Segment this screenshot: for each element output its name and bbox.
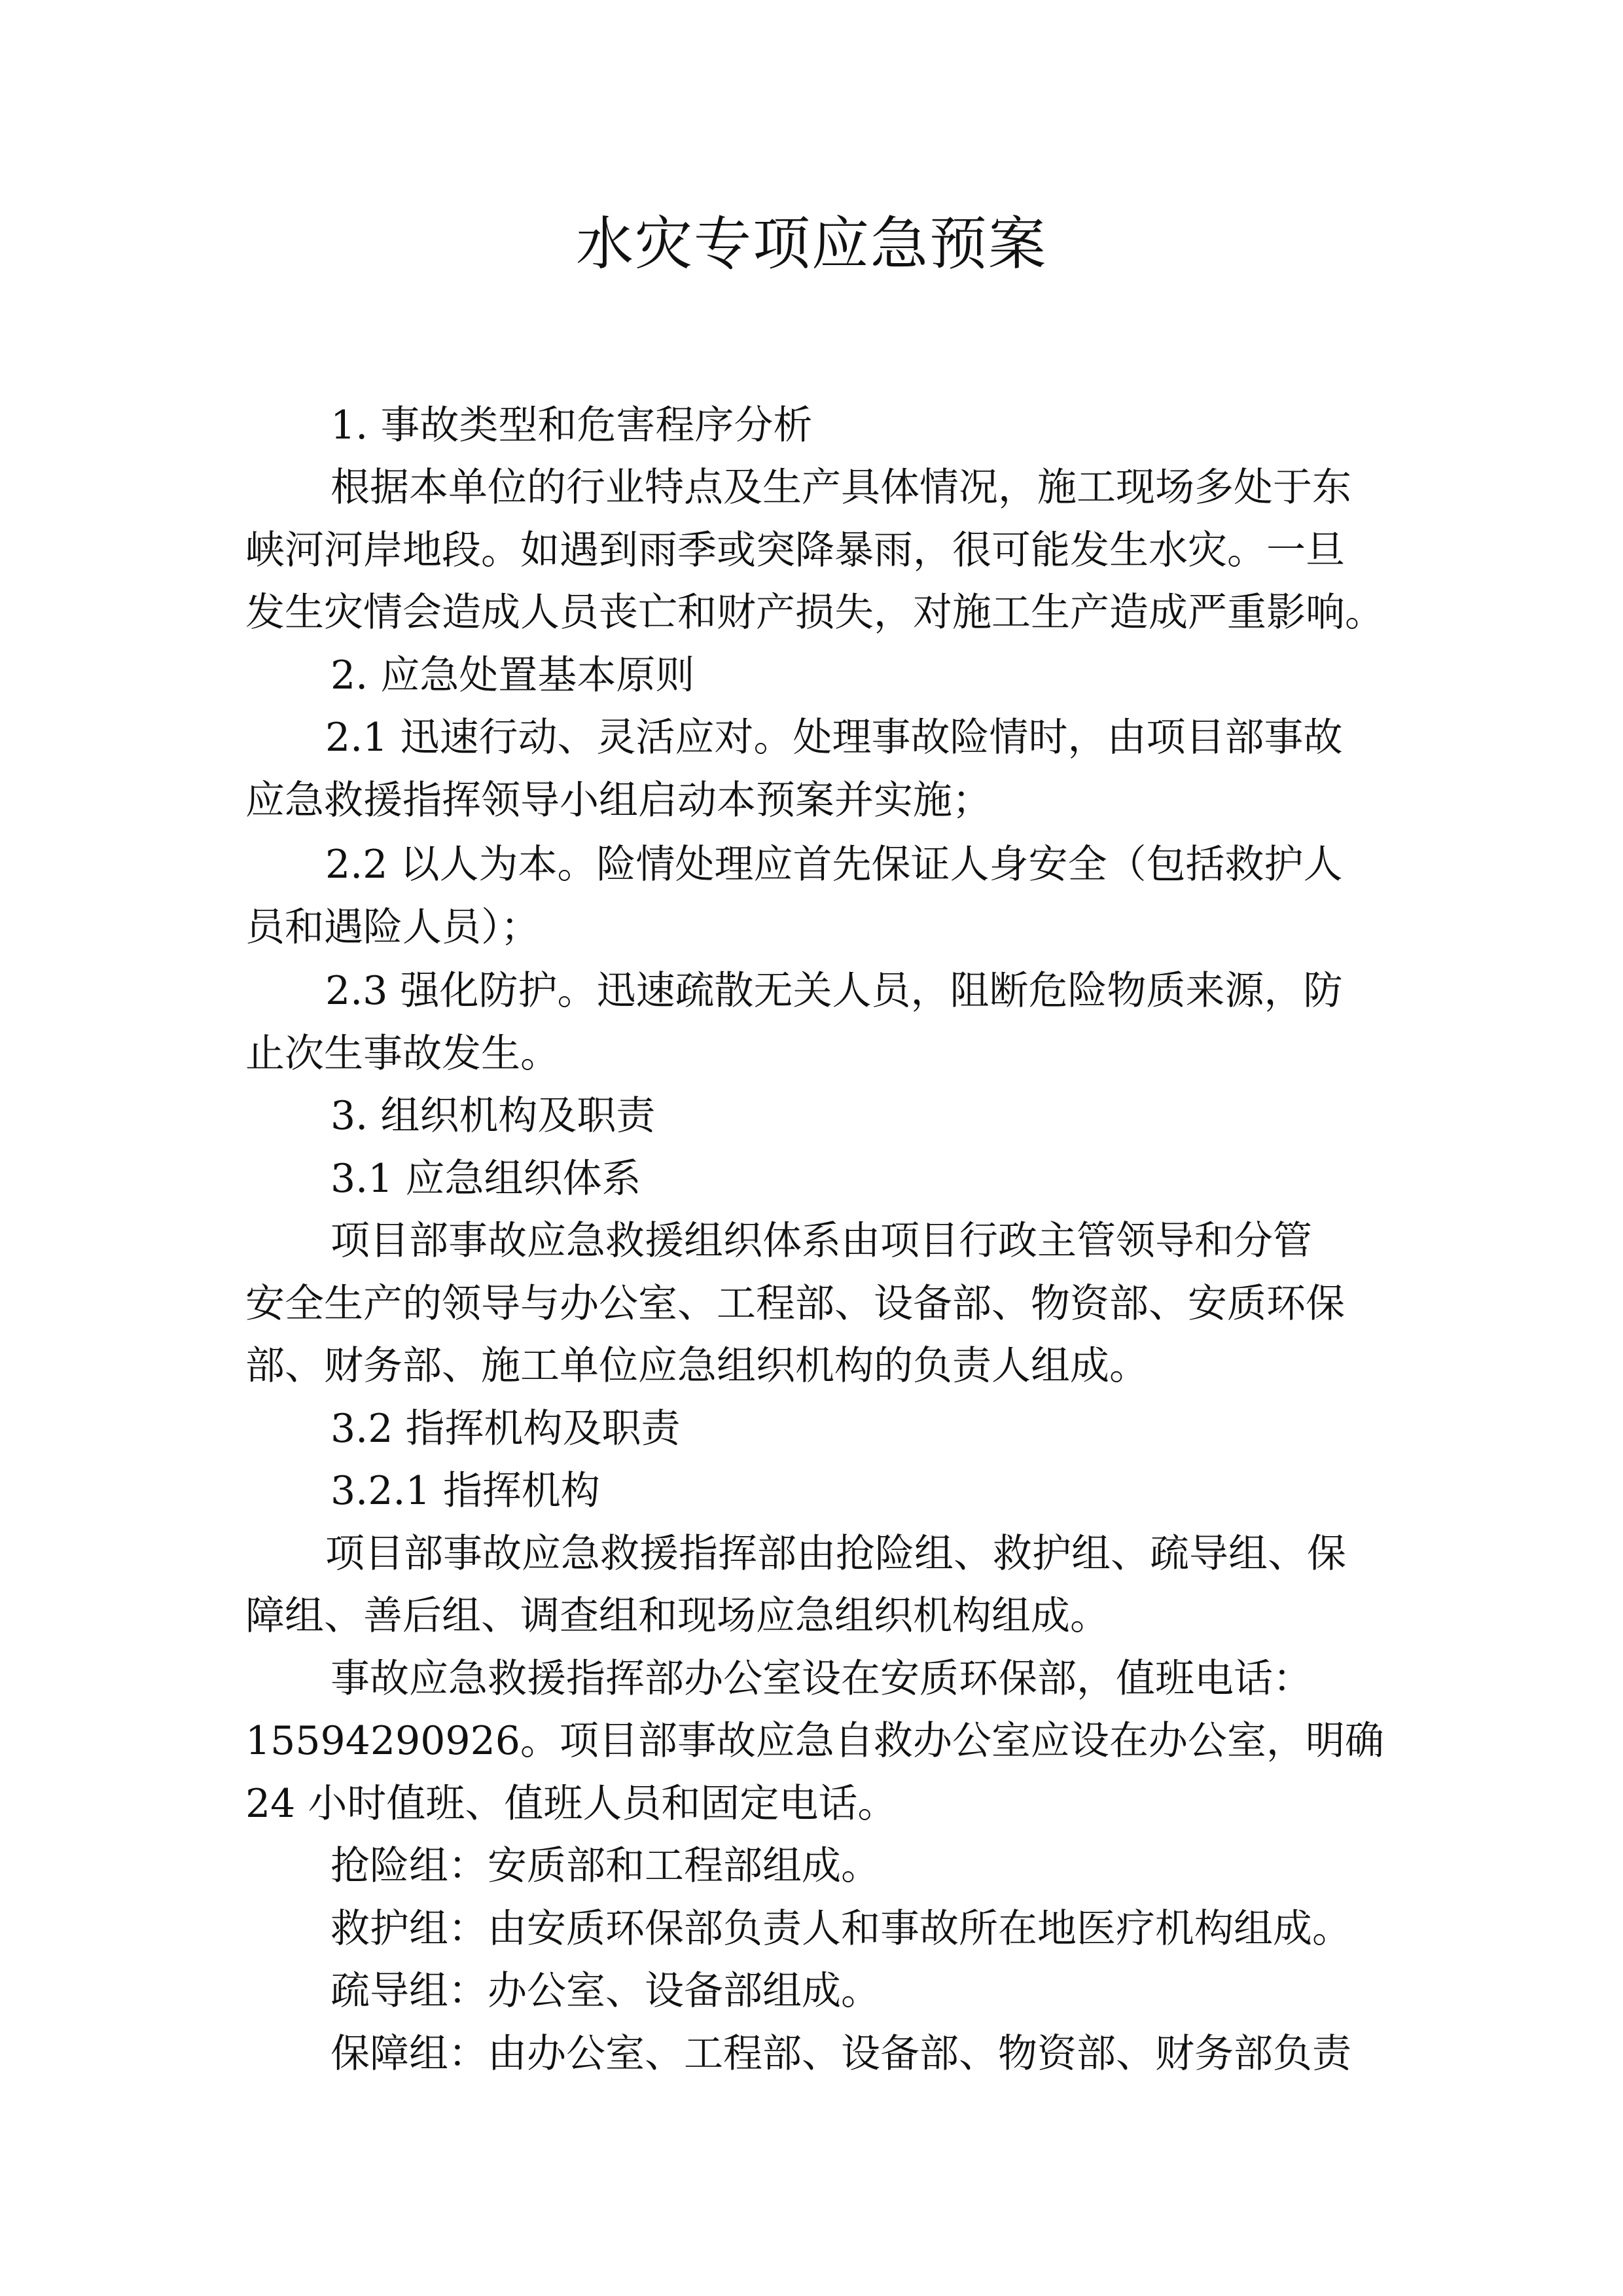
body-line: 安全生产的领导与办公室、工程部、设备部、物资部、安质环保	[245, 1281, 1345, 1327]
body-line: 峡河河岸地段。如遇到雨季或突降暴雨，很可能发生水灾。一旦	[245, 528, 1345, 573]
body-line: 2.2 以人为本。险情处理应首先保证人身安全（包括救护人	[325, 842, 1343, 888]
body-line: 保障组：由办公室、工程部、设备部、物资部、财务部负责	[330, 2031, 1351, 2077]
body-line: 抢险组：安质部和工程部组成。	[330, 1843, 880, 1889]
body-line: 障组、善后组、调查组和现场应急组织机构组成。	[245, 1593, 1109, 1639]
subsection-heading-3-1: 3.1 应急组织体系	[330, 1156, 641, 1202]
section-heading-1: 1. 事故类型和危害程序分析	[330, 403, 813, 448]
body-line: 员和遇险人员）；	[245, 905, 540, 950]
section-heading-2: 2. 应急处置基本原则	[330, 653, 695, 698]
body-line: 疏导组：办公室、设备部组成。	[330, 1968, 880, 2014]
body-line: 24 小时值班、值班人员和固定电话。	[245, 1781, 897, 1827]
subsection-heading-3-2: 3.2 指挥机构及职责	[330, 1406, 681, 1452]
body-line: 项目部事故应急救援组织体系由项目行政主管领导和分管	[330, 1218, 1312, 1264]
body-line: 应急救援指挥领导小组启动本预案并实施；	[245, 778, 991, 823]
section-heading-3: 3. 组织机构及职责	[330, 1093, 656, 1139]
body-line: 发生灾情会造成人员丧亡和财产损失，对施工生产造成严重影响。	[245, 590, 1384, 636]
body-line: 2.1 迅速行动、灵活应对。处理事故险情时，由项目部事故	[325, 715, 1343, 761]
document-title: 水灾专项应急预案	[575, 210, 1047, 278]
body-line: 事故应急救援指挥部办公室设在安质环保部，值班电话：	[330, 1656, 1312, 1702]
body-line: 根据本单位的行业特点及生产具体情况，施工现场多处于东	[330, 465, 1351, 511]
subsection-heading-3-2-1: 3.2.1 指挥机构	[330, 1468, 600, 1514]
body-line: 救护组：由安质环保部负责人和事故所在地医疗机构组成。	[330, 1906, 1351, 1952]
body-line: 2.3 强化防护。迅速疏散无关人员，阻断危险物质来源，防	[325, 968, 1343, 1014]
body-line: 部、财务部、施工单位应急组织机构的负责人组成。	[245, 1343, 1149, 1389]
body-line: 止次生事故发生。	[245, 1031, 560, 1077]
body-line: 15594290926。项目部事故应急自救办公室应设在办公室，明确	[245, 1718, 1384, 1764]
body-line: 项目部事故应急救援指挥部由抢险组、救护组、疏导组、保	[325, 1531, 1346, 1577]
